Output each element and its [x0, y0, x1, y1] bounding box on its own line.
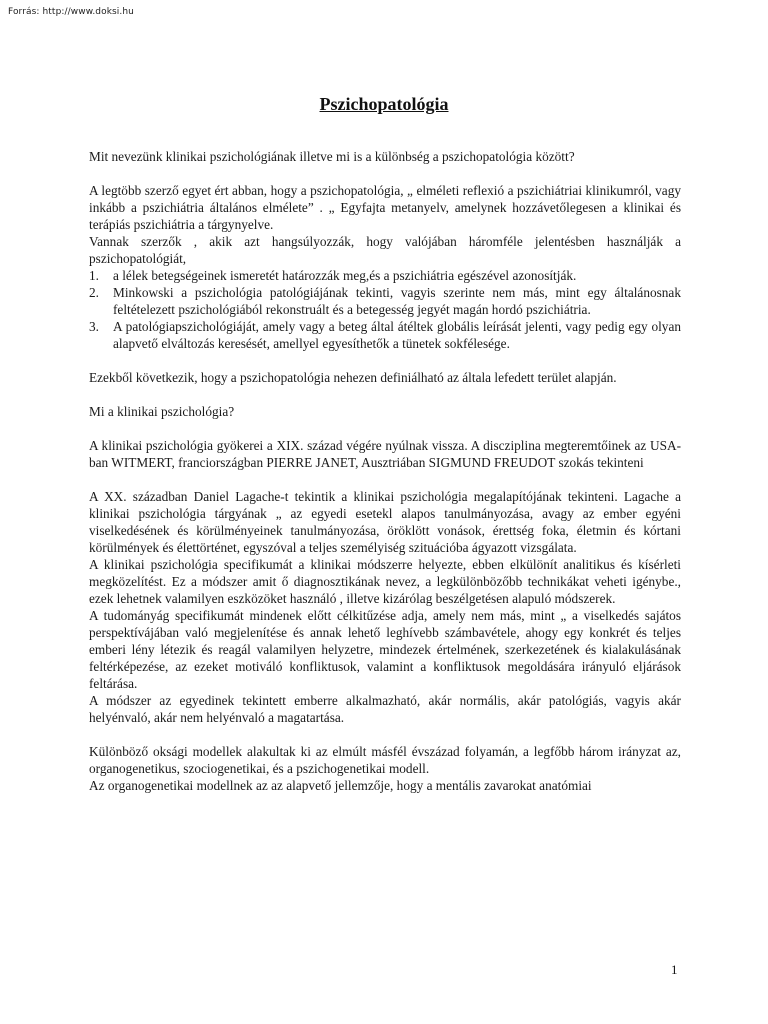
body-paragraph: Ezekből következik, hogy a pszichopatológia nehezen definiálható az általa lefedett terület alapján. [89, 370, 617, 385]
body-paragraph: Különböző oksági modellek alakultak ki az elmúlt másfél évszázad folyamán, a legfőbb három irányzat az, organogenetikus, szociogenetikai, és a pszichogenetikai modell. [89, 744, 681, 776]
body-paragraph: A klinikai pszichológia specifikumát a klinikai módszerre helyezte, ebben elkülönít analitikus és kísérleti megközelítést. Ez a módszer amit ő diagnosztikának nevez, a legkülönbözőbb technikákat veheti igénybe., ezek lehetnek valamilyen eszközöket használó , illetve kizárólag beszélgetésen alapuló módszerek. [89, 557, 681, 606]
document-title: Pszichopatológia [319, 94, 449, 114]
list-item-text: A patológiapszichológiáját, amely vagy a beteg által átéltek globális leírását jelenti, vagy pedig egy olyan alapvető elváltozás keresését, amellyel egyesíthetők a tünetek sokfélesége. [113, 319, 681, 351]
body-paragraph: A legtöbb szerző egyet ért abban, hogy a pszichopatológia, „ elméleti reflexió a pszichiátriai klinikumról, vagy inkább a pszichiátria általános elmélete” . „ Egyfajta metanyelv, amelynek hozzávetőlegesen a klinikai és terápiás pszichiátria a tárgynyelve. [89, 183, 681, 232]
list-item-text: a lélek betegségeinek ismeretét határozzák meg,és a pszichiátria egészével azonosítják. [113, 268, 577, 283]
document-body [89, 148, 681, 794]
body-paragraph: A módszer az egyedinek tekintett emberre alkalmazható, akár normális, akár patológiás, vagyis akár helyénvaló, akár nem helyénvaló a magatartása. [89, 693, 681, 725]
page-number: 1 [671, 962, 678, 977]
question-paragraph: Mi a klinikai pszichológia? [89, 404, 235, 419]
body-paragraph: A klinikai pszichológia gyökerei a XIX. század végére nyúlnak vissza. A discziplina megteremtőinek az USA-ban WITMERT, franciországban PIERRE JANET, Ausztriában SIGMUND FREUDOT szokás tekinteni [89, 438, 681, 470]
list-item [89, 284, 681, 318]
list-item [89, 318, 681, 352]
body-paragraph: Az organogenetikai modellnek az az alapvető jellemzője, hogy a mentális zavarokat anatómiai [89, 778, 592, 793]
list-item-number: 1. [89, 268, 99, 283]
source-note: Forrás: http://www.doksi.hu [8, 7, 134, 17]
numbered-list [89, 267, 681, 352]
body-paragraph: A XX. században Daniel Lagache-t tekintik a klinikai pszichológia megalapítójának tekinteni. Lagache a klinikai pszichológia tárgyának „ az egyedi esetekl alapos tanulmányozása, avagy az ember egyéni viselkedésének és körülményeinek tanulmányozása, öröklött vonások, érettség foka, életmin és kórtani körülmények és élettörténet, egyszóval a teljes személyiség szituációba ágyazott vizsgálata. [89, 489, 681, 555]
list-item-number: 3. [89, 319, 99, 334]
list-item-text: Minkowski a pszichológia patológiájának tekinti, vagyis szerinte nem más, mint egy általánosnak feltételezett pszichológiából rekonstruált és a betegesség jegyét magán hordó pszichiátria. [113, 285, 681, 317]
list-item-number: 2. [89, 285, 99, 300]
body-paragraph: Vannak szerzők , akik azt hangsúlyozzák, hogy valójában háromféle jelentésben használják a pszichopatológiát, [89, 234, 681, 266]
list-item [89, 267, 681, 284]
question-paragraph: Mit nevezünk klinikai pszichológiának illetve mi is a különbség a pszichopatológia között? [89, 149, 575, 164]
body-paragraph: A tudományág specifikumát mindenek előtt célkitűzése adja, amely nem más, mint „ a viselkedés sajátos perspektívájában való megjelenítése és annak lehető leghívebb számbavétele, ahogy egy konkrét és teljes emberi lény létezik és reagál valamilyen helyzetre, mindezek értelmének, szerkezetének és kialakulásának feltérképezése, az ezeket motiváló konfliktusok, valamint a konfliktusok megoldására irányuló eljárások feltárása. [89, 608, 681, 691]
